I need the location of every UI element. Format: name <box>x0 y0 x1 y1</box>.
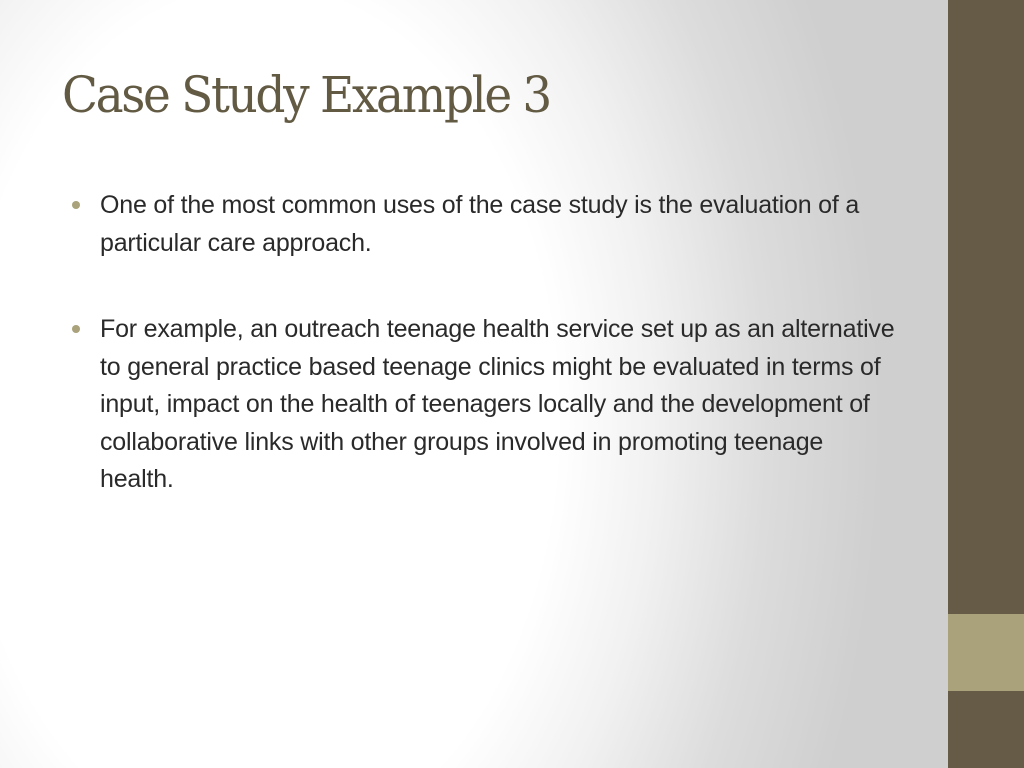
bullet-dot-icon <box>72 325 80 333</box>
bullet-item <box>72 311 902 499</box>
bullet-text: One of the most common uses of the case study is the evaluation of a particular care approach. <box>100 191 860 257</box>
sidebar-accent-block <box>948 614 1024 691</box>
bullet-list <box>72 187 902 499</box>
decorative-sidebar <box>948 0 1024 768</box>
bullet-dot-icon <box>72 201 80 209</box>
bullet-item <box>72 187 902 262</box>
slide-title: Case Study Example 3 <box>62 66 550 124</box>
bullet-text: For example, an outreach teenage health service set up as an alternative to general practice based teenage clinics might be evaluated in terms of input, impact on the health of teenagers locally and the development of collaborative links with other groups involved in promoting teenage health. <box>100 315 895 493</box>
